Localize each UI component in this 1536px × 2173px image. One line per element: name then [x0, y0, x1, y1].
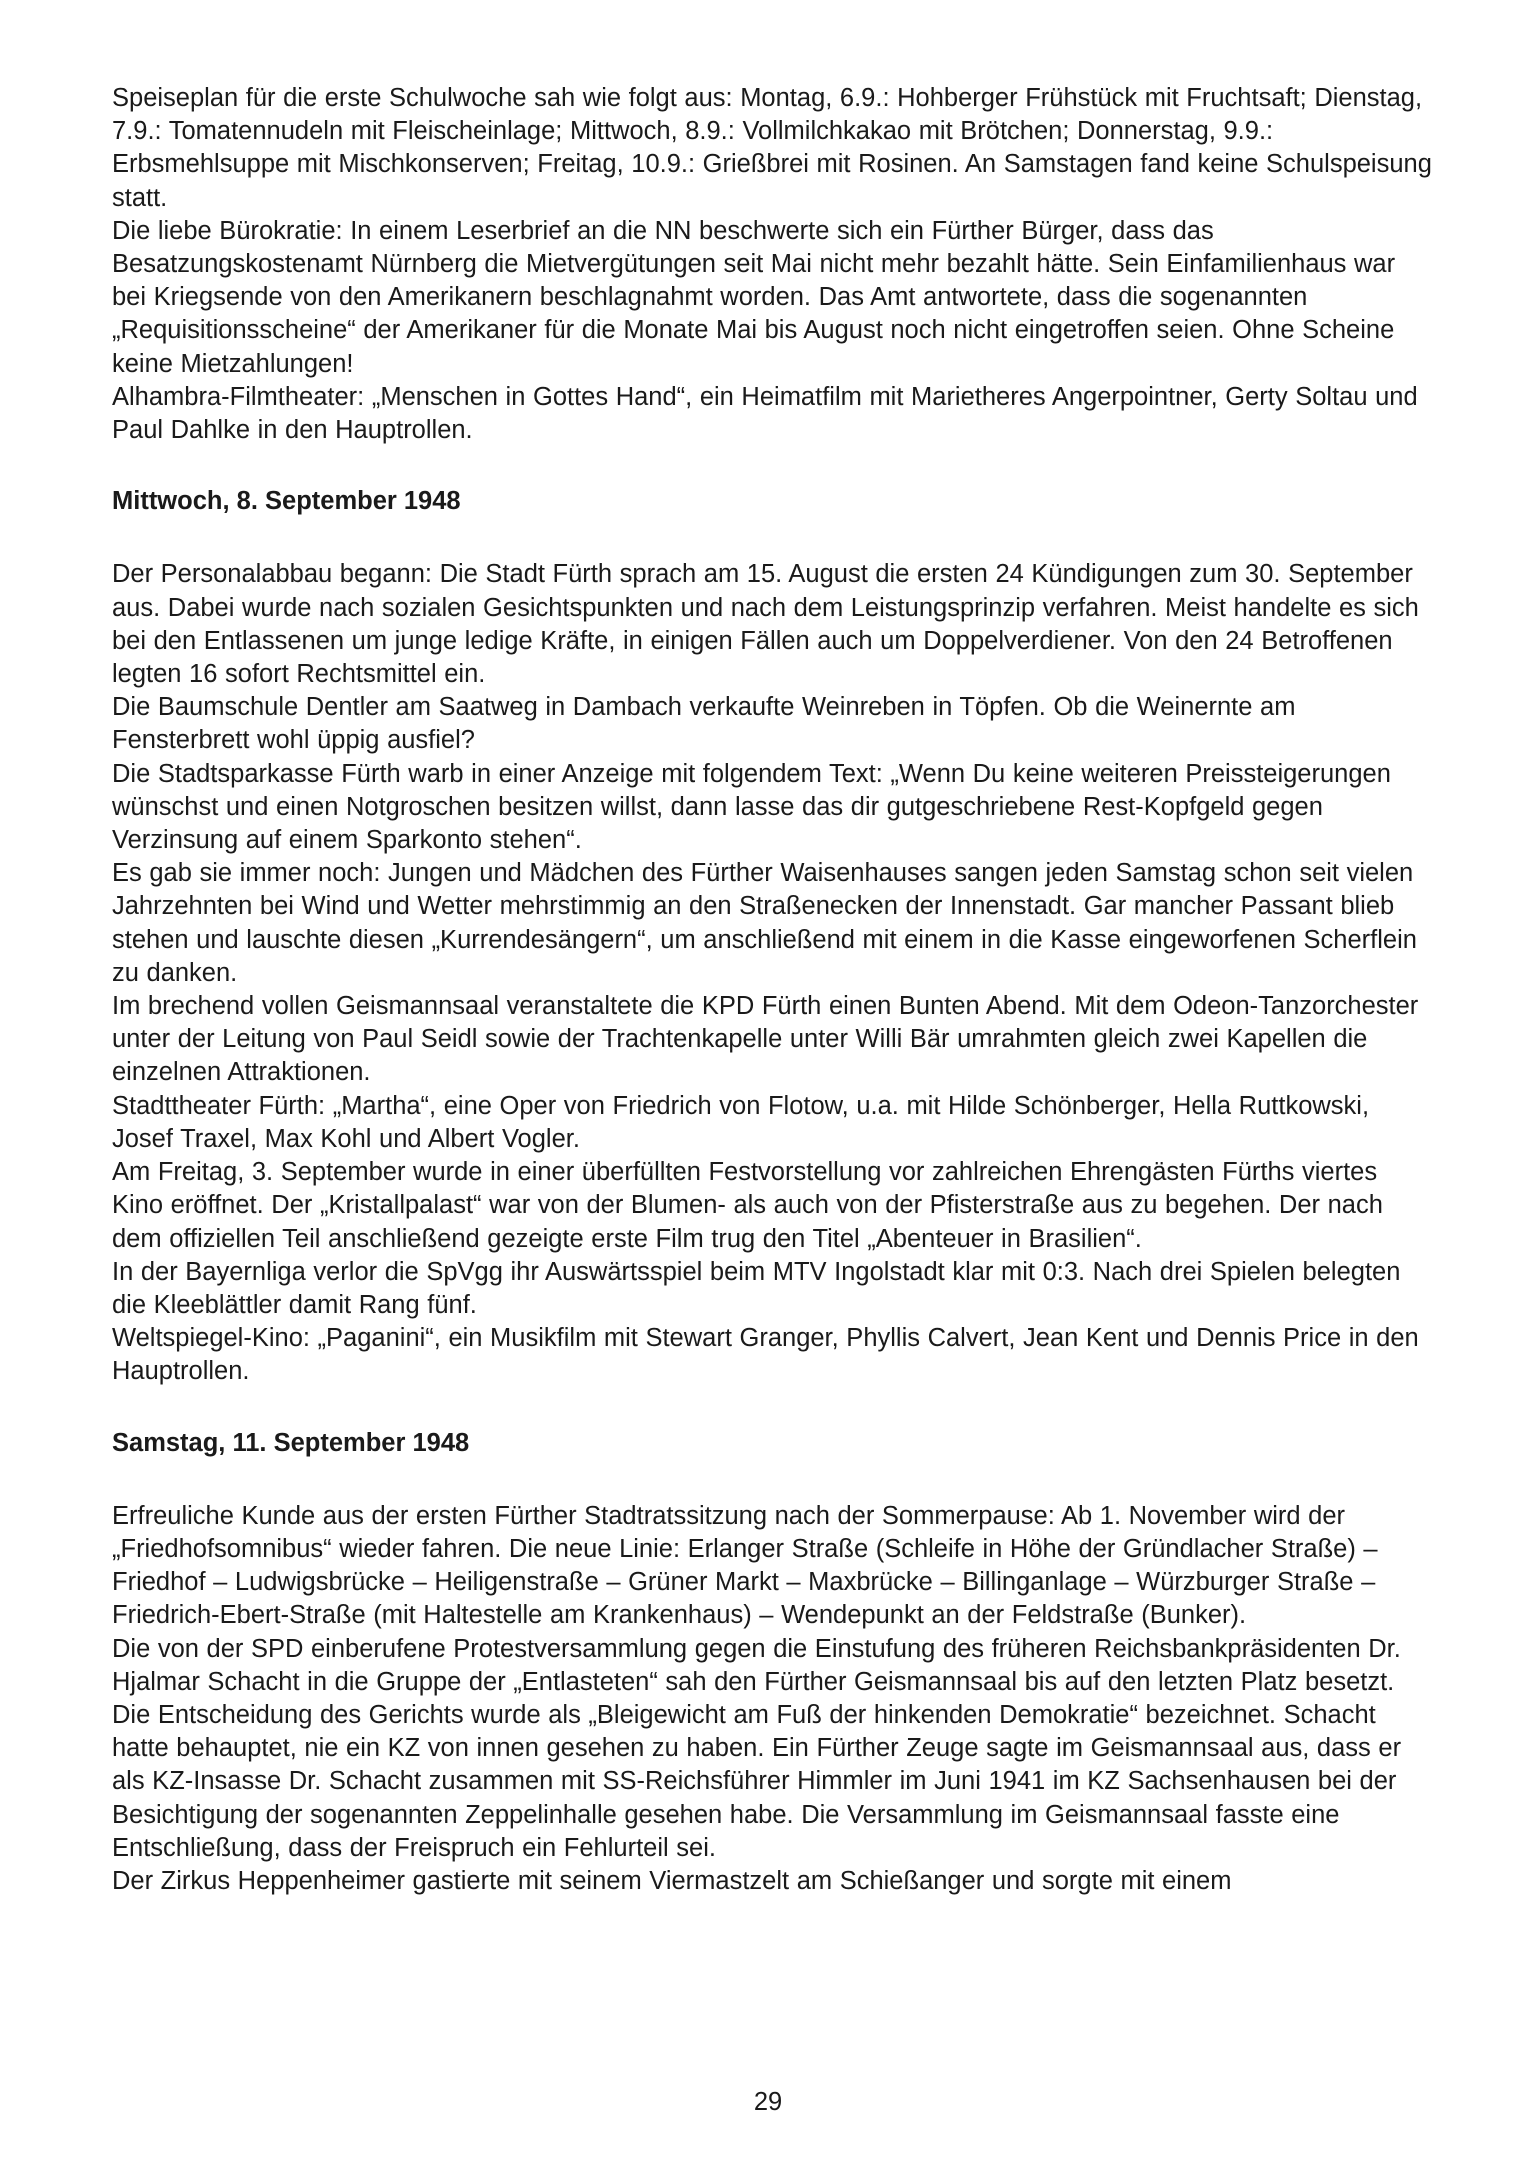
paragraph-kristallpalast: Am Freitag, 3. September wurde in einer überfüllten Festvorstellung vor zahlreichen Ehrengästen Fürths viertes Kino eröffnet. Der „Kristallpalast“ war von der Blumen- als auch von der Pfisterstraße aus zu begehen. Der nach dem offiziellen Teil anschließend gezeigte erste Film trug den Titel „Abenteuer in Brasilien“. [112, 1158, 1383, 1253]
paragraph-bayernliga: In der Bayernliga verlor die SpVgg ihr Auswärtsspiel beim MTV Ingolstadt klar mit 0:3. Nach drei Spielen belegten die Kleeblättler damit Rang fünf. [112, 1257, 1401, 1319]
page-content [112, 82, 1434, 1898]
section-heading-mittwoch-8-september: Mittwoch, 8. September 1948 [112, 487, 461, 516]
paragraph-buerokratie: Die liebe Bürokratie: In einem Leserbrief an die NN beschwerte sich ein Fürther Bürger, dass das Besatzungskostenamt Nürnberg die Mietvergütungen seit Mai nicht mehr bezahlt hätte. Sein Einfamilienhaus war bei Kriegsende von den Amerikanern beschlagnahmt worden. Das Amt antwortete, dass die sogenannten „Requisitionsscheine“ der Amerikaner für die Monate Mai bis August noch nicht eingetroffen seien. Ohne Scheine keine Mietzahlungen! [112, 216, 1396, 378]
paragraph-weltspiegel-kino: Weltspiegel-Kino: „Paganini“, ein Musikfilm mit Stewart Granger, Phyllis Calvert, Jean Kent und Dennis Price in den Hauptrollen. [112, 1324, 1419, 1386]
paragraph-schacht-protestversammlung: Die von der SPD einberufene Protestversammlung gegen die Einstufung des früheren Reichsbankpräsidenten Dr. Hjalmar Schacht in die Gruppe der „Entlasteten“ sah den Fürther Geismannsaal bis auf den letzten Platz besetzt. Die Entscheidung des Gerichts wurde als „Bleigewicht am Fuß der hinkenden Demokratie“ bezeichnet. Schacht hatte behauptet, nie ein KZ von innen gesehen zu haben. Ein Fürther Zeuge sagte im Geismannsaal aus, dass er als KZ-Insasse Dr. Schacht zusammen mit SS-Reichsführer Himmler im Juni 1941 im KZ Sachsenhausen bei der Besichtigung der sogenannten Zeppelinhalle gesehen habe. Die Versammlung im Geismannsaal fasste eine Entschließung, dass der Freispruch ein Fehlurteil sei. [112, 1634, 1402, 1862]
paragraph-alhambra-filmtheater: Alhambra-Filmtheater: „Menschen in Gottes Hand“, ein Heimatfilm mit Marietheres Angerpointner, Gerty Soltau und Paul Dahlke in den Hauptrollen. [112, 382, 1418, 445]
paragraph-personalabbau: Der Personalabbau begann: Die Stadt Fürth sprach am 15. August die ersten 24 Kündigungen zum 30. September aus. Dabei wurde nach sozialen Gesichtspunkten und nach dem Leistungsprinzip verfahren. Meist handelte es sich bei den Entlassenen um junge ledige Kräfte, in einigen Fällen auch um Doppelverdiener. Von den 24 Betroffenen legten 16 sofort Rechtsmittel ein. [112, 560, 1419, 689]
paragraph-speiseplan: Speiseplan für die erste Schulwoche sah wie folgt aus: Montag, 6.9.: Hohberger Frühstück mit Fruchtsaft; Dienstag, 7.9.: Tomatennudeln mit Fleischeinlage; Mittwoch, 8.9.: Vollmilchkakao mit Brötchen; Donnerstag, 9.9.: Erbsmehlsuppe mit Mischkonserven; Freitag, 10.9.: Grießbrei mit Rosinen. An Samstagen fand keine Schulspeisung statt. [112, 84, 1432, 212]
paragraph-zirkus-heppenheimer: Der Zirkus Heppenheimer gastierte mit seinem Viermastzelt am Schießanger und sorgte mit einem [112, 1866, 1232, 1895]
paragraph-friedhofsomnibus: Erfreuliche Kunde aus der ersten Fürther Stadtratssitzung nach der Sommerpause: Ab 1. November wird der „Friedhofsomnibus“ wieder fahren. Die neue Linie: Erlanger Straße (Schleife in Höhe der Gründlacher Straße) – Friedhof – Ludwigsbrücke – Heiligenstraße – Grüner Markt – Maxbrücke – Billinganlage – Würzburger Straße – Friedrich-Ebert-Straße (mit Haltestelle am Krankenhaus) – Wendepunkt an der Feldstraße (Bunker). [112, 1501, 1378, 1630]
section-heading-samstag-11-september: Samstag, 11. September 1948 [112, 1428, 470, 1457]
paragraph-stadtsparkasse: Die Stadtsparkasse Fürth warb in einer Anzeige mit folgendem Text: „Wenn Du keine weiteren Preissteigerungen wünschst und einen Notgroschen besitzen willst, dann lasse das dir gutgeschriebene Rest-Kopfgeld gegen Verzinsung auf einem Sparkonto stehen“. [112, 759, 1391, 855]
paragraph-stadttheater: Stadttheater Fürth: „Martha“, eine Oper von Friedrich von Flotow, u.a. mit Hilde Schönberger, Hella Ruttkowski, Josef Traxel, Max Kohl und Albert Vogler. [112, 1091, 1370, 1153]
paragraph-kurrendesaenger: Es gab sie immer noch: Jungen und Mädchen des Fürther Waisenhauses sangen jeden Samstag schon seit vielen Jahrzehnten bei Wind und Wetter mehrstimmig an den Straßenecken der Innenstadt. Gar mancher Passant blieb stehen und lauschte diesen „Kurrendesängern“, um anschließend mit einem in die Kasse eingeworfenen Scherflein zu danken. [112, 859, 1417, 987]
paragraph-baumschule-dentler: Die Baumschule Dentler am Saatweg in Dambach verkaufte Weinreben in Töpfen. Ob die Weinernte am Fensterbrett wohl üppig ausfiel? [112, 693, 1296, 755]
paragraph-kpd-bunter-abend: Im brechend vollen Geismannsaal veranstaltete die KPD Fürth einen Bunten Abend. Mit dem Odeon-Tanzorchester unter der Leitung von Paul Seidl sowie der Trachtenkapelle unter Willi Bär umrahmten gleich zwei Kapellen die einzelnen Attraktionen. [112, 992, 1419, 1087]
page-number: 29 [753, 2088, 783, 2116]
